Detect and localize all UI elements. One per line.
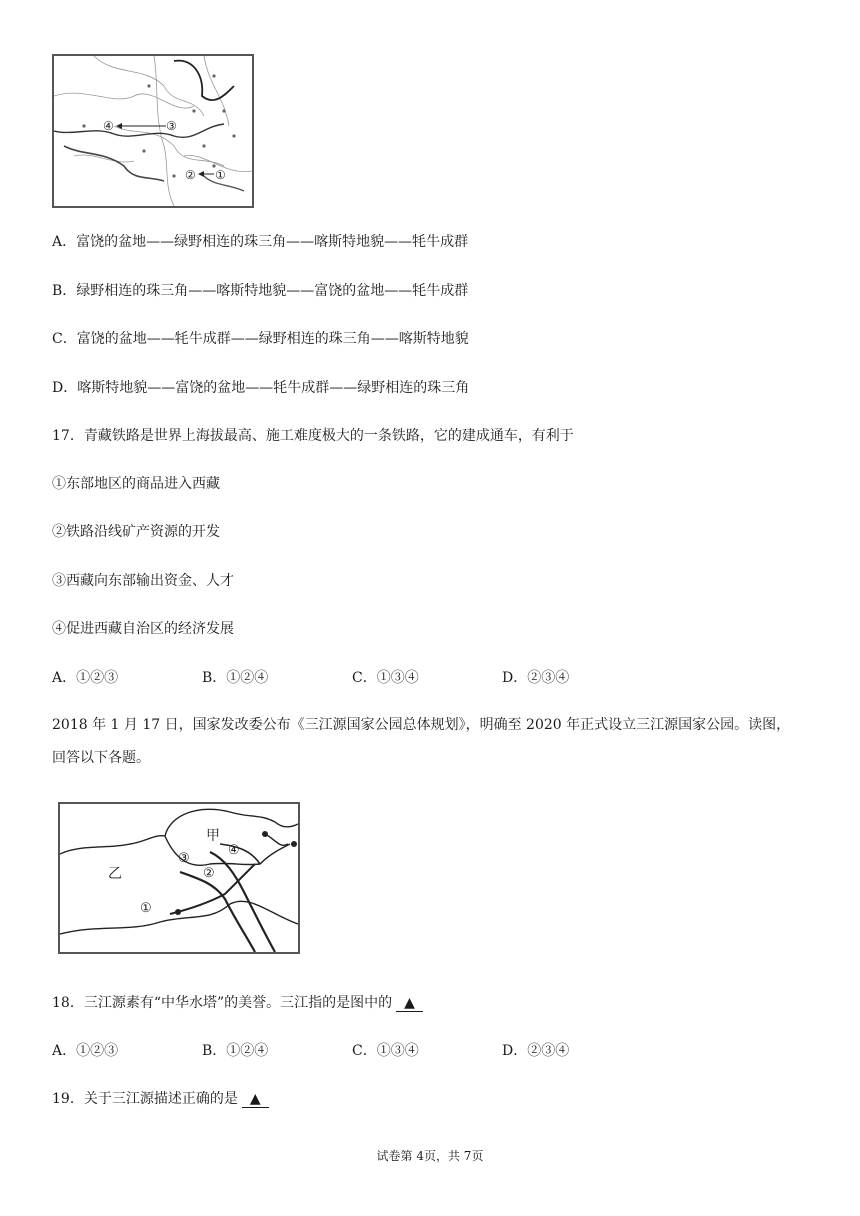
q18-answer-blank: ▲ [396,995,423,1012]
map-figure-2 [58,802,300,954]
q17-option-c: C．①③④ [352,670,419,686]
q17-option-a: A．①②③ [52,670,119,686]
q16-option-d: D．喀斯特地貌——富饶的盆地——牦牛成群——绿野相连的珠三角 [52,380,470,396]
q17-statement-1: ①东部地区的商品进入西藏 [52,476,220,492]
map-2-label-2: ② [203,866,215,881]
map-1-label-2: ② [185,168,196,182]
map-1-label-4: ④ [103,119,114,133]
map-figure-1 [52,54,254,208]
intro-line-2: 回答以下各题。 [52,750,150,766]
q19-answer-blank: ▲ [242,1091,269,1108]
map-1-label-3: ③ [166,119,177,133]
q17-statement-2: ②铁路沿线矿产资源的开发 [52,524,220,540]
map-1-label-1: ① [215,168,226,182]
q17-option-d: D．②③④ [502,670,570,686]
map-1-drawing [54,56,252,206]
q18-stem: 18．三江源素有“中华水塔”的美誉。三江指的是图中的 [52,995,393,1011]
page-footer: 试卷第 4页，共 7页 [376,1149,484,1163]
map-2-label-1: ① [140,901,152,916]
q17-statement-3: ③西藏向东部输出资金、人才 [52,573,234,589]
q17-stem: 17．青藏铁路是世界上海拔最高、施工难度极大的一条铁路，它的建成通车，有利于 [52,428,574,444]
map-2-label-3: ③ [178,851,190,866]
q16-option-b: B．绿野相连的珠三角——喀斯特地貌——富饶的盆地——牦牛成群 [52,283,469,299]
q17-statement-4: ④促进西藏自治区的经济发展 [52,621,234,637]
q17-option-b: B．①②④ [202,670,269,686]
intro-line-1: 2018 年 1 月 17 日，国家发改委公布《三江源国家公园总体规划》，明确至 2020 年正式设立三江源国家公园。读图， [52,717,791,733]
q18-option-c: C．①③④ [352,1043,419,1059]
map-2-label-4: ④ [228,843,240,858]
q18-option-b: B．①②④ [202,1043,269,1059]
q18-option-a: A．①②③ [52,1043,119,1059]
map-2-label-yi: 乙 [108,866,122,882]
map-2-drawing [60,804,298,952]
q19-stem: 19．关于三江源描述正确的是 [52,1091,238,1107]
q16-option-c: C．富饶的盆地——牦牛成群——绿野相连的珠三角——喀斯特地貌 [52,331,469,347]
q18-stem-row [52,992,423,1012]
q18-option-d: D．②③④ [502,1043,570,1059]
q16-option-a: A．富饶的盆地——绿野相连的珠三角——喀斯特地貌——牦牛成群 [52,234,469,250]
map-2-label-jia: 甲 [206,828,220,844]
q19-stem-row [52,1088,269,1108]
